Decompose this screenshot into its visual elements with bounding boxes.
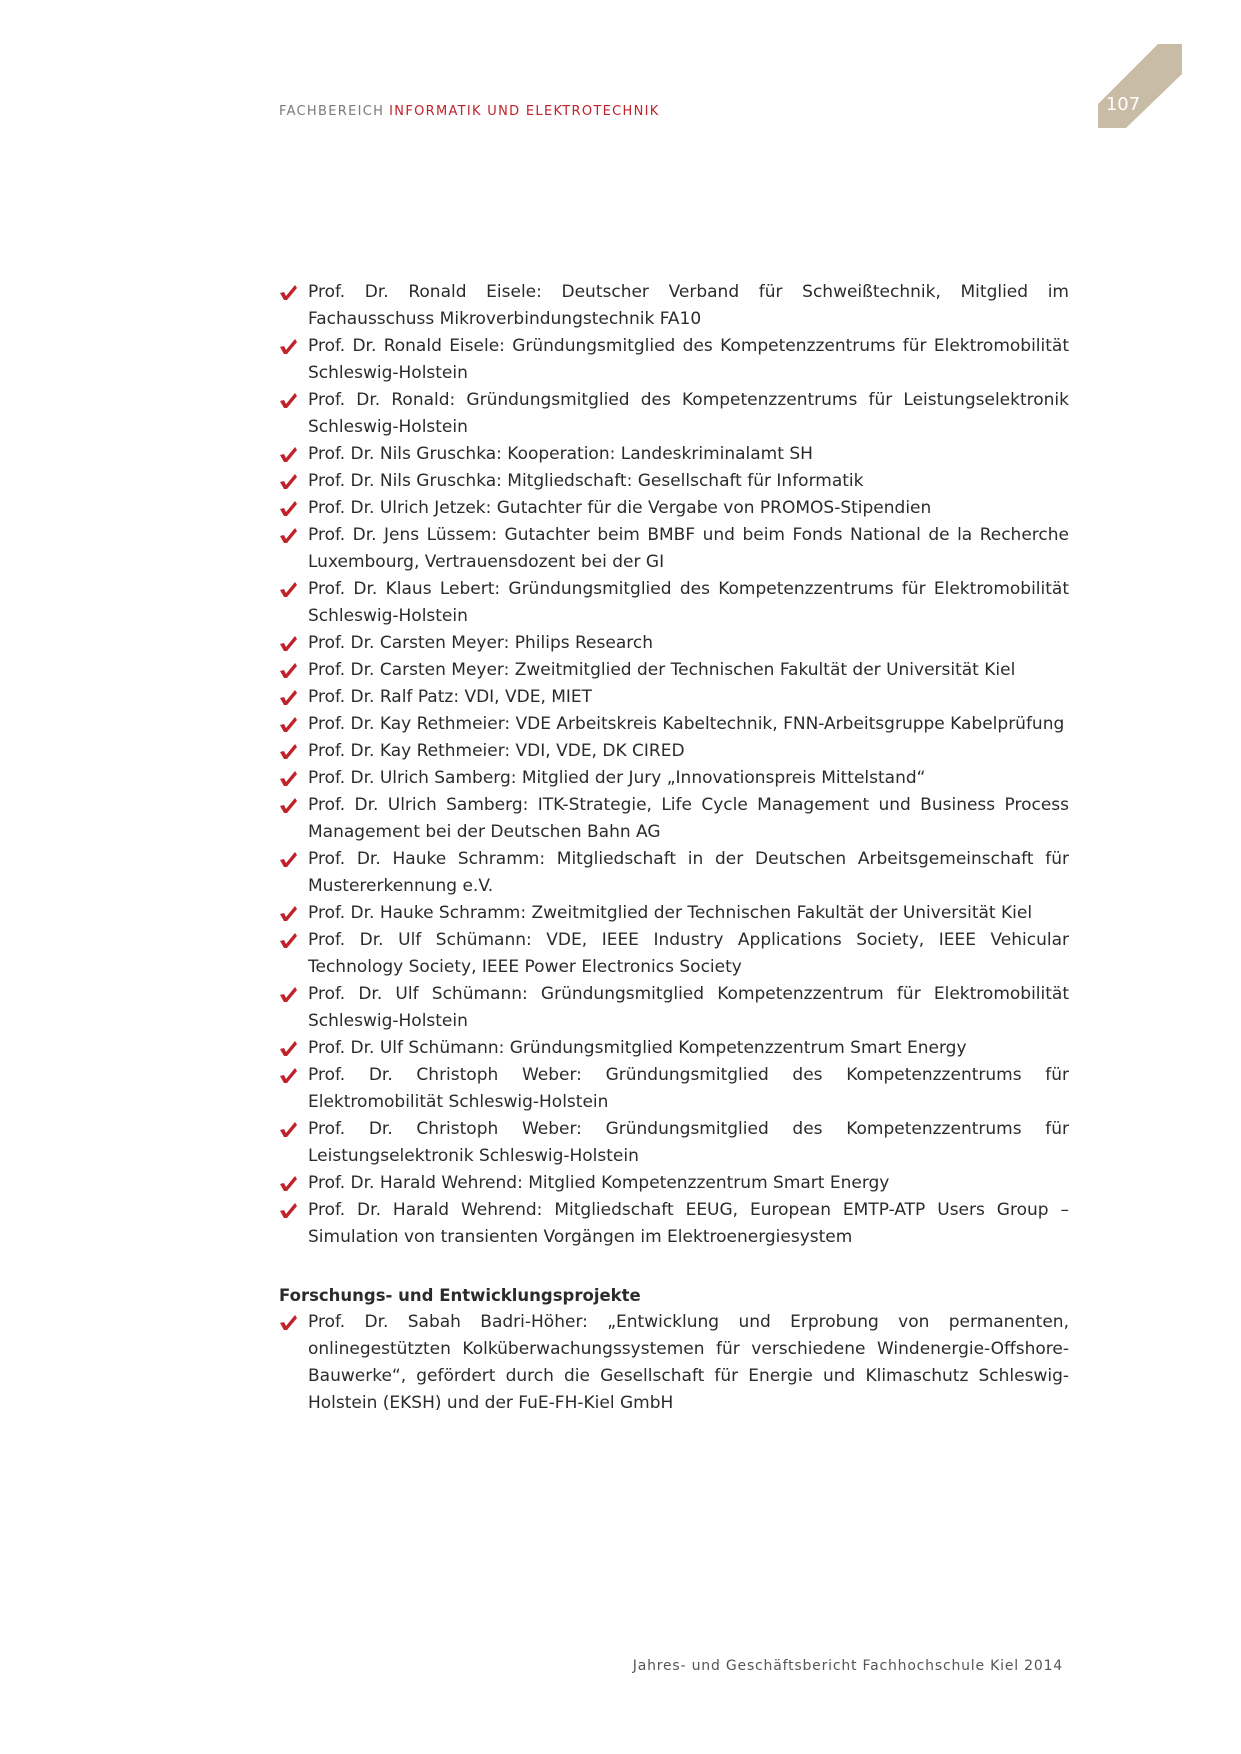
list-item-text: Prof. Dr. Harald Wehrend: Mitglied Kompetenzzentrum Smart Energy bbox=[308, 1173, 890, 1193]
list-item-text: Prof. Dr. Hauke Schramm: Zweitmitglied der Technischen Fakultät der Universität Kiel bbox=[308, 903, 1033, 923]
list-item-text: Prof. Dr. Ronald Eisele: Deutscher Verband für Schweißtechnik, Mitglied im Fachausschuss Mikroverbindungstechnik FA10 bbox=[308, 282, 1069, 329]
list-item bbox=[279, 495, 1069, 522]
list-item-text: Prof. Dr. Ulf Schümann: VDE, IEEE Industry Applications Society, IEEE Vehicular Technology Society, IEEE Power Electronics Society bbox=[308, 930, 1069, 977]
list-item bbox=[279, 792, 1069, 846]
list-item-text: Prof. Dr. Hauke Schramm: Mitgliedschaft in der Deutschen Arbeitsgemeinschaft für Mustererkennung e.V. bbox=[308, 849, 1069, 896]
page-footer: Jahres- und Geschäftsbericht Fachhochschule Kiel 2014 bbox=[632, 1658, 1063, 1674]
check-arrow-icon bbox=[279, 1202, 297, 1218]
check-arrow-icon bbox=[279, 527, 297, 543]
list-item bbox=[279, 333, 1069, 387]
check-arrow-icon bbox=[279, 338, 297, 354]
list-item-text: Prof. Dr. Ulf Schümann: Gründungsmitglied Kompetenzzentrum Smart Energy bbox=[308, 1038, 967, 1058]
list-item-text: Prof. Dr. Carsten Meyer: Zweitmitglied der Technischen Fakultät der Universität Kiel bbox=[308, 660, 1016, 680]
check-arrow-icon bbox=[279, 1314, 297, 1330]
list-item-text: Prof. Dr. Ulrich Jetzek: Gutachter für die Vergabe von PROMOS-Stipendien bbox=[308, 498, 932, 518]
list-item bbox=[279, 387, 1069, 441]
main-content bbox=[279, 279, 1069, 1417]
list-item bbox=[279, 1170, 1069, 1197]
list-item bbox=[279, 1062, 1069, 1116]
list-item-text: Prof. Dr. Christoph Weber: Gründungsmitglied des Kompetenzzentrums für Leistungselektronik Schleswig-Holstein bbox=[308, 1119, 1069, 1166]
check-arrow-icon bbox=[279, 635, 297, 651]
list-item bbox=[279, 711, 1069, 738]
list-item bbox=[279, 1035, 1069, 1062]
check-arrow-icon bbox=[279, 743, 297, 759]
check-arrow-icon bbox=[279, 932, 297, 948]
list-item-text: Prof. Dr. Klaus Lebert: Gründungsmitglied des Kompetenzzentrums für Elektromobilität Schleswig-Holstein bbox=[308, 579, 1069, 626]
check-arrow-icon bbox=[279, 284, 297, 300]
list-item-text: Prof. Dr. Sabah Badri-Höher: „Entwicklung und Erprobung von permanenten, onlinegestützten Kolküberwachungssystemen für verschiedene Windenergie-Offshore-Bauwerke“, gefördert durch die Gesellschaft für Energie und Klimaschutz Schleswig-Holstein (EKSH) und der FuE-FH-Kiel GmbH bbox=[308, 1312, 1069, 1413]
check-arrow-icon bbox=[279, 797, 297, 813]
list-item bbox=[279, 657, 1069, 684]
check-arrow-icon bbox=[279, 473, 297, 489]
list-item bbox=[279, 522, 1069, 576]
list-item bbox=[279, 468, 1069, 495]
check-arrow-icon bbox=[279, 1121, 297, 1137]
running-head-prefix: FACHBEREICH bbox=[279, 104, 385, 119]
list-item bbox=[279, 576, 1069, 630]
list-item bbox=[279, 927, 1069, 981]
list-item-text: Prof. Dr. Kay Rethmeier: VDE Arbeitskreis Kabeltechnik, FNN-Arbeitsgruppe Kabelprüfung bbox=[308, 714, 1065, 734]
list-item bbox=[279, 981, 1069, 1035]
list-item-text: Prof. Dr. Jens Lüssem: Gutachter beim BMBF und beim Fonds National de la Recherche Luxembourg, Vertrauensdozent bei der GI bbox=[308, 525, 1069, 572]
section-heading: Forschungs- und Entwicklungsprojekte bbox=[279, 1286, 641, 1305]
list-item bbox=[279, 630, 1069, 657]
page-number: 107 bbox=[1105, 94, 1141, 115]
running-head-department: INFORMATIK UND ELEKTROTECHNIK bbox=[389, 104, 660, 119]
check-arrow-icon bbox=[279, 1175, 297, 1191]
list-item-text: Prof. Dr. Ralf Patz: VDI, VDE, MIET bbox=[308, 687, 593, 707]
list-item-text: Prof. Dr. Christoph Weber: Gründungsmitglied des Kompetenzzentrums für Elektromobilität Schleswig-Holstein bbox=[308, 1065, 1069, 1112]
list-item-text: Prof. Dr. Harald Wehrend: Mitgliedschaft EEUG, European EMTP-ATP Users Group – Simulation von transienten Vorgängen im Elektroenergiesystem bbox=[308, 1200, 1069, 1247]
list-item-text: Prof. Dr. Ronald: Gründungsmitglied des Kompetenzzentrums für Leistungselektronik Schleswig-Holstein bbox=[308, 390, 1069, 437]
check-arrow-icon bbox=[279, 770, 297, 786]
list-item-text: Prof. Dr. Carsten Meyer: Philips Research bbox=[308, 633, 653, 653]
check-arrow-icon bbox=[279, 689, 297, 705]
check-arrow-icon bbox=[279, 662, 297, 678]
list-item bbox=[279, 1197, 1069, 1251]
check-arrow-icon bbox=[279, 392, 297, 408]
list-item-text: Prof. Dr. Nils Gruschka: Kooperation: Landeskriminalamt SH bbox=[308, 444, 813, 464]
running-head bbox=[279, 104, 660, 119]
list-item bbox=[279, 1309, 1069, 1417]
list-item bbox=[279, 738, 1069, 765]
list-item-text: Prof. Dr. Ulrich Samberg: ITK-Strategie, Life Cycle Management und Business Process Management bei der Deutschen Bahn AG bbox=[308, 795, 1069, 842]
list-item bbox=[279, 765, 1069, 792]
check-arrow-icon bbox=[279, 986, 297, 1002]
list-item-text: Prof. Dr. Ulf Schümann: Gründungsmitglied Kompetenzzentrum für Elektromobilität Schleswig-Holstein bbox=[308, 984, 1069, 1031]
check-arrow-icon bbox=[279, 905, 297, 921]
check-arrow-icon bbox=[279, 1040, 297, 1056]
research-list bbox=[279, 1309, 1069, 1417]
list-item-text: Prof. Dr. Ulrich Samberg: Mitglied der Jury „Innovationspreis Mittelstand“ bbox=[308, 768, 926, 788]
list-item bbox=[279, 900, 1069, 927]
list-item-text: Prof. Dr. Nils Gruschka: Mitgliedschaft: Gesellschaft für Informatik bbox=[308, 471, 864, 491]
check-arrow-icon bbox=[279, 581, 297, 597]
list-item bbox=[279, 279, 1069, 333]
check-arrow-icon bbox=[279, 851, 297, 867]
check-arrow-icon bbox=[279, 500, 297, 516]
membership-list bbox=[279, 279, 1069, 1251]
list-item-text: Prof. Dr. Kay Rethmeier: VDI, VDE, DK CIRED bbox=[308, 741, 685, 761]
check-arrow-icon bbox=[279, 446, 297, 462]
list-item bbox=[279, 1116, 1069, 1170]
list-item bbox=[279, 846, 1069, 900]
page-tab-shape bbox=[1098, 44, 1182, 128]
list-item bbox=[279, 441, 1069, 468]
list-item-text: Prof. Dr. Ronald Eisele: Gründungsmitglied des Kompetenzzentrums für Elektromobilität Schleswig-Holstein bbox=[308, 336, 1069, 383]
check-arrow-icon bbox=[279, 1067, 297, 1083]
page-tab-fill bbox=[1098, 44, 1182, 128]
check-arrow-icon bbox=[279, 716, 297, 732]
list-item bbox=[279, 684, 1069, 711]
